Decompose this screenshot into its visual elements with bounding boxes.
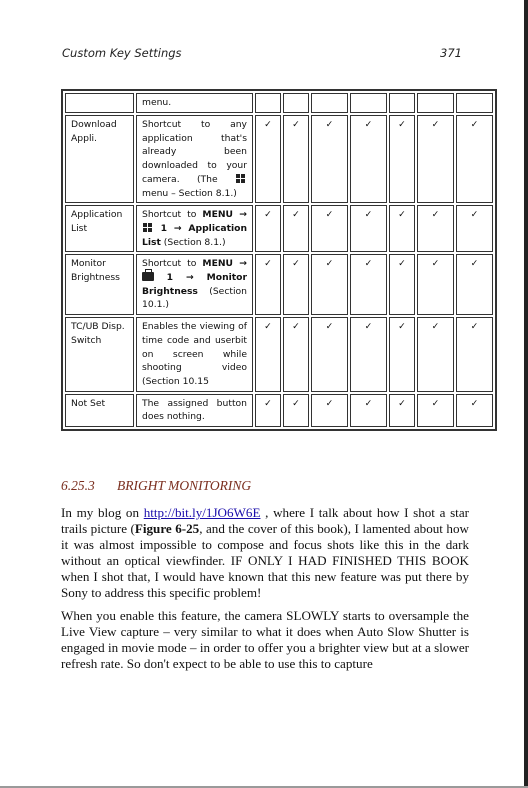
- check-cell: ✓: [255, 205, 281, 252]
- table-row: [65, 93, 493, 113]
- check-cell: ✓: [350, 115, 387, 203]
- key-name-cell: Monitor Brightness: [65, 254, 134, 315]
- section-number: 6.25.3: [61, 478, 95, 493]
- check-cell: [389, 93, 415, 113]
- check-cell: ✓: [255, 394, 281, 427]
- menu-path: 1 → Monitor Brightness: [142, 272, 247, 297]
- table-row: [65, 115, 493, 203]
- menu-grid-icon: [143, 223, 153, 232]
- table-row: [65, 317, 493, 392]
- check-cell: ✓: [283, 115, 309, 203]
- check-cell: ✓: [417, 394, 454, 427]
- check-cell: ✓: [283, 205, 309, 252]
- check-cell: ✓: [311, 317, 348, 392]
- check-cell: ✓: [255, 317, 281, 392]
- check-cell: ✓: [255, 115, 281, 203]
- check-cell: [311, 93, 348, 113]
- check-cell: ✓: [417, 254, 454, 315]
- check-cell: ✓: [389, 254, 415, 315]
- check-cell: ✓: [311, 394, 348, 427]
- check-cell: ✓: [311, 205, 348, 252]
- check-cell: [255, 93, 281, 113]
- check-cell: ✓: [456, 115, 493, 203]
- table-row: [65, 254, 493, 315]
- menu-label: MENU →: [202, 209, 247, 221]
- key-description-cell: [136, 115, 253, 203]
- key-description-cell: Enables the viewing of time code and userbit on screen while shooting video (Section 10.15: [136, 317, 253, 392]
- header-title: Custom Key Settings: [62, 46, 182, 60]
- check-cell: ✓: [417, 205, 454, 252]
- paragraph-text: In my blog on: [61, 505, 144, 520]
- section-heading: [61, 478, 251, 494]
- check-cell: ✓: [350, 205, 387, 252]
- check-cell: [456, 93, 493, 113]
- check-cell: ✓: [350, 254, 387, 315]
- figure-reference: Figure 6-25: [134, 520, 200, 536]
- key-name-cell: Not Set: [65, 394, 134, 427]
- paragraph: [61, 505, 469, 600]
- key-description-cell: [136, 205, 253, 252]
- key-name-cell: Application List: [65, 205, 134, 252]
- check-cell: [350, 93, 387, 113]
- key-name-cell: [65, 93, 134, 113]
- paragraph-text: , and the cover of this book), I lamented about how it was almost impossible to compose and focus shots like this in the dark without an optical viewfinder. IF ONLY I HAD FINISHED THIS BOOK when I shot that, I would have known that this new feature was put there by Sony to address this specific problem!: [61, 520, 469, 600]
- check-cell: ✓: [389, 394, 415, 427]
- check-cell: ✓: [456, 205, 493, 252]
- desc-text: Shortcut to any application that's already been downloaded to your camera. (The: [142, 119, 247, 185]
- key-description-cell: menu.: [136, 93, 253, 113]
- paragraph-text: , where I talk about how I shot a star trails picture (: [61, 505, 469, 536]
- menu-label: MENU →: [202, 258, 247, 270]
- desc-text: Shortcut to: [142, 258, 197, 270]
- check-cell: ✓: [255, 254, 281, 315]
- running-header: [62, 46, 462, 62]
- toolbox-icon: [142, 272, 154, 281]
- check-cell: ✓: [350, 317, 387, 392]
- check-cell: ✓: [389, 317, 415, 392]
- check-cell: ✓: [417, 317, 454, 392]
- check-cell: ✓: [283, 394, 309, 427]
- menu-grid-icon: [236, 174, 246, 183]
- key-name-cell: TC/UB Disp. Switch: [65, 317, 134, 392]
- page-edge: [524, 0, 528, 788]
- custom-key-table: [61, 89, 497, 431]
- check-cell: ✓: [389, 115, 415, 203]
- page-number: 371: [440, 46, 462, 60]
- check-cell: ✓: [283, 254, 309, 315]
- table-row: [65, 205, 493, 252]
- key-description-cell: [136, 254, 253, 315]
- desc-text: (Section 8.1.): [163, 236, 226, 248]
- key-description-cell: The assigned button does nothing.: [136, 394, 253, 427]
- check-cell: [417, 93, 454, 113]
- paragraph: When you enable this feature, the camera SLOWLY starts to oversample the Live View capture – very similar to what it does when Auto Slow Shutter is engaged in movie mode – in order to offer you a brighter view but at a slower refresh rate. So don't expect to be able to use this to capture: [61, 608, 469, 671]
- desc-text: menu – Section 8.1.): [142, 187, 237, 199]
- check-cell: [283, 93, 309, 113]
- desc-text: Shortcut to: [142, 209, 197, 221]
- section-title: BRIGHT MONITORING: [117, 478, 252, 493]
- check-cell: ✓: [417, 115, 454, 203]
- check-cell: ✓: [389, 205, 415, 252]
- desc-text: (Section 10.1.): [142, 285, 247, 311]
- check-cell: ✓: [311, 254, 348, 315]
- check-cell: ✓: [283, 317, 309, 392]
- check-cell: ✓: [456, 254, 493, 315]
- key-name-cell: Download Appli.: [65, 115, 134, 203]
- check-cell: ✓: [350, 394, 387, 427]
- table-row: [65, 394, 493, 427]
- menu-path: 1 → Application List: [142, 222, 248, 248]
- check-cell: ✓: [456, 317, 493, 392]
- check-cell: ✓: [456, 394, 493, 427]
- check-cell: ✓: [311, 115, 348, 203]
- blog-link[interactable]: http://bit.ly/1JO6W6E: [143, 505, 261, 520]
